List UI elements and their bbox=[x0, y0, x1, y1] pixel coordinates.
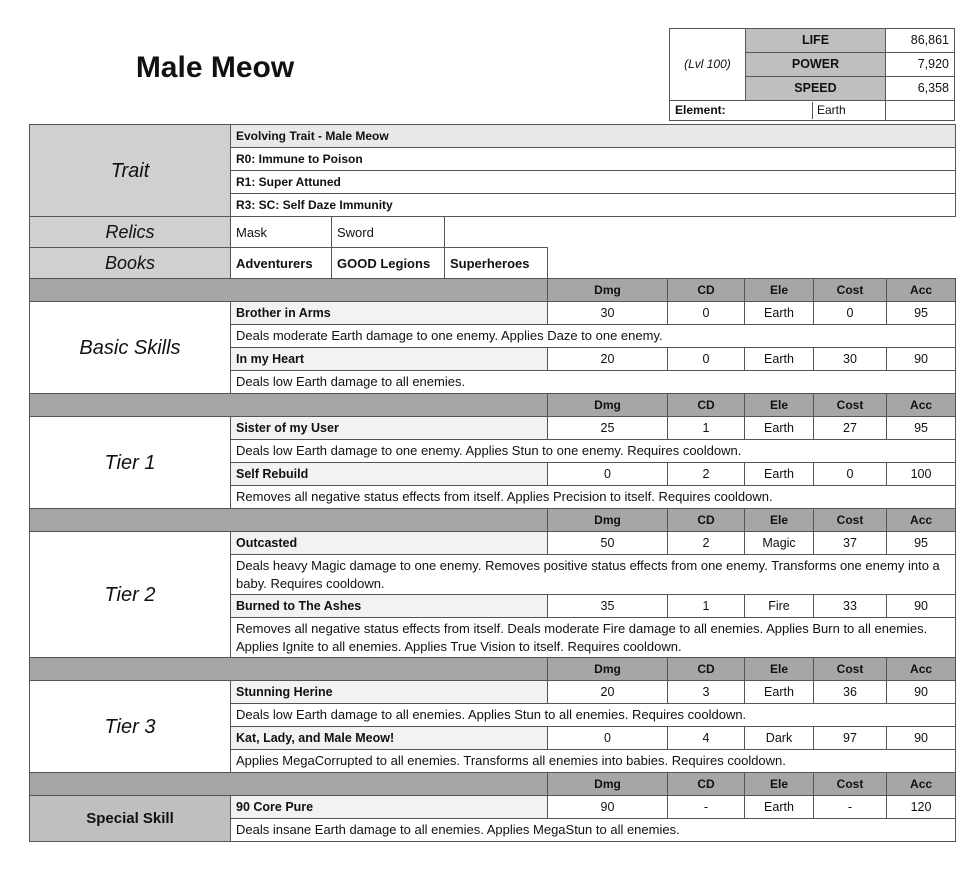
skill-cost: 30 bbox=[814, 348, 887, 371]
skill-desc: Deals insane Earth damage to all enemies. Applies MegaStun to all enemies. bbox=[231, 819, 956, 842]
skill-desc: Deals low Earth damage to all enemies. Applies Stun to all enemies. Requires cooldown. bbox=[231, 704, 956, 727]
header-band bbox=[30, 509, 548, 532]
skill-cd: 3 bbox=[668, 681, 745, 704]
col-dmg: Dmg bbox=[548, 279, 668, 302]
skill-acc: 120 bbox=[887, 796, 956, 819]
page-title: Male Meow bbox=[135, 51, 295, 84]
special-skill-row bbox=[30, 796, 956, 819]
column-header-row bbox=[30, 773, 956, 796]
col-cd: CD bbox=[668, 279, 745, 302]
skill-dmg: 20 bbox=[548, 348, 668, 371]
col-acc: Acc bbox=[887, 773, 956, 796]
book-item: GOOD Legions bbox=[332, 248, 445, 279]
col-cost: Cost bbox=[814, 773, 887, 796]
power-label: POWER bbox=[745, 53, 885, 77]
stat-row-life bbox=[670, 29, 955, 53]
skill-desc: Deals low Earth damage to one enemy. Applies Stun to one enemy. Requires cooldown. bbox=[231, 440, 956, 463]
trait-label: Trait bbox=[30, 125, 231, 217]
relics-row bbox=[30, 217, 956, 248]
special-label: Special Skill bbox=[30, 796, 231, 842]
skill-ele: Earth bbox=[745, 417, 814, 440]
skill-dmg: 25 bbox=[548, 417, 668, 440]
skill-name: 90 Core Pure bbox=[231, 796, 548, 819]
skill-desc: Removes all negative status effects from itself. Deals moderate Fire damage to all enemies. Applies Burn to all enemies. Applies Ignite to all enemies. Applies True Vision to itself. Requires cooldown. bbox=[231, 618, 956, 658]
speed-label: SPEED bbox=[745, 77, 885, 101]
header-band bbox=[30, 394, 548, 417]
skill-cost: 0 bbox=[814, 302, 887, 325]
skill-name: Outcasted bbox=[231, 532, 548, 555]
skill-ele: Dark bbox=[745, 727, 814, 750]
col-cost: Cost bbox=[814, 509, 887, 532]
element-blank bbox=[886, 101, 955, 121]
skill-dmg: 20 bbox=[548, 681, 668, 704]
skill-ele: Earth bbox=[745, 796, 814, 819]
col-ele: Ele bbox=[745, 658, 814, 681]
skill-acc: 95 bbox=[887, 532, 956, 555]
skill-acc: 95 bbox=[887, 417, 956, 440]
relic-item: Sword bbox=[332, 217, 445, 248]
col-cd: CD bbox=[668, 394, 745, 417]
skill-desc: Deals moderate Earth damage to one enemy. Applies Daze to one enemy. bbox=[231, 325, 956, 348]
skill-acc: 90 bbox=[887, 348, 956, 371]
section-label: Basic Skills bbox=[30, 302, 231, 394]
section-label: Tier 2 bbox=[30, 532, 231, 658]
element-value: Earth bbox=[812, 102, 846, 119]
skill-cd: 0 bbox=[668, 302, 745, 325]
col-cost: Cost bbox=[814, 394, 887, 417]
skill-dmg: 50 bbox=[548, 532, 668, 555]
skill-ele: Earth bbox=[745, 463, 814, 486]
speed-value: 6,358 bbox=[886, 77, 955, 101]
column-header-row bbox=[30, 658, 956, 681]
skill-cd: - bbox=[668, 796, 745, 819]
skill-acc: 90 bbox=[887, 727, 956, 750]
relic-item: Mask bbox=[231, 217, 332, 248]
skill-desc: Applies MegaCorrupted to all enemies. Transforms all enemies into babies. Requires cooldown. bbox=[231, 750, 956, 773]
skill-ele: Fire bbox=[745, 595, 814, 618]
skill-dmg: 90 bbox=[548, 796, 668, 819]
skill-name: Stunning Herine bbox=[231, 681, 548, 704]
column-header-row bbox=[30, 509, 956, 532]
header-band bbox=[30, 658, 548, 681]
col-ele: Ele bbox=[745, 394, 814, 417]
skill-cost: 97 bbox=[814, 727, 887, 750]
section-label: Tier 3 bbox=[30, 681, 231, 773]
skill-desc: Deals heavy Magic damage to one enemy. Removes positive status effects from one enemy. Transforms one enemy into a baby. Requires cooldown. bbox=[231, 555, 956, 595]
skill-cost: 37 bbox=[814, 532, 887, 555]
skill-name: In my Heart bbox=[231, 348, 548, 371]
skill-cost: - bbox=[814, 796, 887, 819]
skill-acc: 100 bbox=[887, 463, 956, 486]
col-ele: Ele bbox=[745, 279, 814, 302]
column-header-row bbox=[30, 279, 956, 302]
col-acc: Acc bbox=[887, 279, 956, 302]
skill-acc: 95 bbox=[887, 302, 956, 325]
skills-table bbox=[29, 124, 956, 842]
skill-cd: 2 bbox=[668, 532, 745, 555]
col-ele: Ele bbox=[745, 773, 814, 796]
skill-cd: 1 bbox=[668, 595, 745, 618]
skill-cost: 36 bbox=[814, 681, 887, 704]
skill-ele: Magic bbox=[745, 532, 814, 555]
element-label: Element: bbox=[675, 103, 726, 117]
books-label: Books bbox=[30, 248, 231, 279]
book-item: Adventurers bbox=[231, 248, 332, 279]
power-value: 7,920 bbox=[886, 53, 955, 77]
level-label: (Lvl 100) bbox=[670, 29, 746, 101]
element-row bbox=[670, 101, 955, 121]
col-dmg: Dmg bbox=[548, 773, 668, 796]
skill-dmg: 35 bbox=[548, 595, 668, 618]
col-cost: Cost bbox=[814, 658, 887, 681]
relics-label: Relics bbox=[30, 217, 231, 248]
trait-line-0: Evolving Trait - Male Meow bbox=[231, 125, 956, 148]
col-cd: CD bbox=[668, 773, 745, 796]
skill-name: Sister of my User bbox=[231, 417, 548, 440]
col-ele: Ele bbox=[745, 509, 814, 532]
header-band bbox=[30, 279, 548, 302]
skill-cd: 4 bbox=[668, 727, 745, 750]
skill-cd: 0 bbox=[668, 348, 745, 371]
col-cost: Cost bbox=[814, 279, 887, 302]
skill-dmg: 0 bbox=[548, 727, 668, 750]
skill-cd: 2 bbox=[668, 463, 745, 486]
relics-empty bbox=[445, 217, 956, 248]
skill-row bbox=[30, 681, 956, 704]
skill-cost: 27 bbox=[814, 417, 887, 440]
section-label: Tier 1 bbox=[30, 417, 231, 509]
col-dmg: Dmg bbox=[548, 394, 668, 417]
skill-desc: Removes all negative status effects from itself. Applies Precision to itself. Requires cooldown. bbox=[231, 486, 956, 509]
skill-ele: Earth bbox=[745, 302, 814, 325]
book-item: Superheroes bbox=[445, 248, 548, 279]
life-value: 86,861 bbox=[886, 29, 955, 53]
skill-row bbox=[30, 417, 956, 440]
trait-row bbox=[30, 125, 956, 148]
skill-desc: Deals low Earth damage to all enemies. bbox=[231, 371, 956, 394]
skill-cd: 1 bbox=[668, 417, 745, 440]
skill-ele: Earth bbox=[745, 681, 814, 704]
col-acc: Acc bbox=[887, 394, 956, 417]
col-dmg: Dmg bbox=[548, 509, 668, 532]
skill-ele: Earth bbox=[745, 348, 814, 371]
life-label: LIFE bbox=[745, 29, 885, 53]
trait-line-1: R0: Immune to Poison bbox=[231, 148, 956, 171]
skill-name: Burned to The Ashes bbox=[231, 595, 548, 618]
skill-name: Brother in Arms bbox=[231, 302, 548, 325]
skill-name: Self Rebuild bbox=[231, 463, 548, 486]
skill-dmg: 30 bbox=[548, 302, 668, 325]
trait-line-2: R1: Super Attuned bbox=[231, 171, 956, 194]
skill-name: Kat, Lady, and Male Meow! bbox=[231, 727, 548, 750]
skill-acc: 90 bbox=[887, 681, 956, 704]
stats-box bbox=[669, 28, 955, 121]
skill-cost: 33 bbox=[814, 595, 887, 618]
trait-line-3: R3: SC: Self Daze Immunity bbox=[231, 194, 956, 217]
header-band bbox=[30, 773, 548, 796]
skill-row bbox=[30, 532, 956, 555]
books-empty bbox=[548, 248, 956, 279]
skill-row bbox=[30, 302, 956, 325]
col-cd: CD bbox=[668, 509, 745, 532]
col-cd: CD bbox=[668, 658, 745, 681]
col-acc: Acc bbox=[887, 658, 956, 681]
col-dmg: Dmg bbox=[548, 658, 668, 681]
element-label-cell bbox=[670, 101, 886, 121]
skill-dmg: 0 bbox=[548, 463, 668, 486]
col-acc: Acc bbox=[887, 509, 956, 532]
skill-cost: 0 bbox=[814, 463, 887, 486]
column-header-row bbox=[30, 394, 956, 417]
skill-acc: 90 bbox=[887, 595, 956, 618]
books-row bbox=[30, 248, 956, 279]
